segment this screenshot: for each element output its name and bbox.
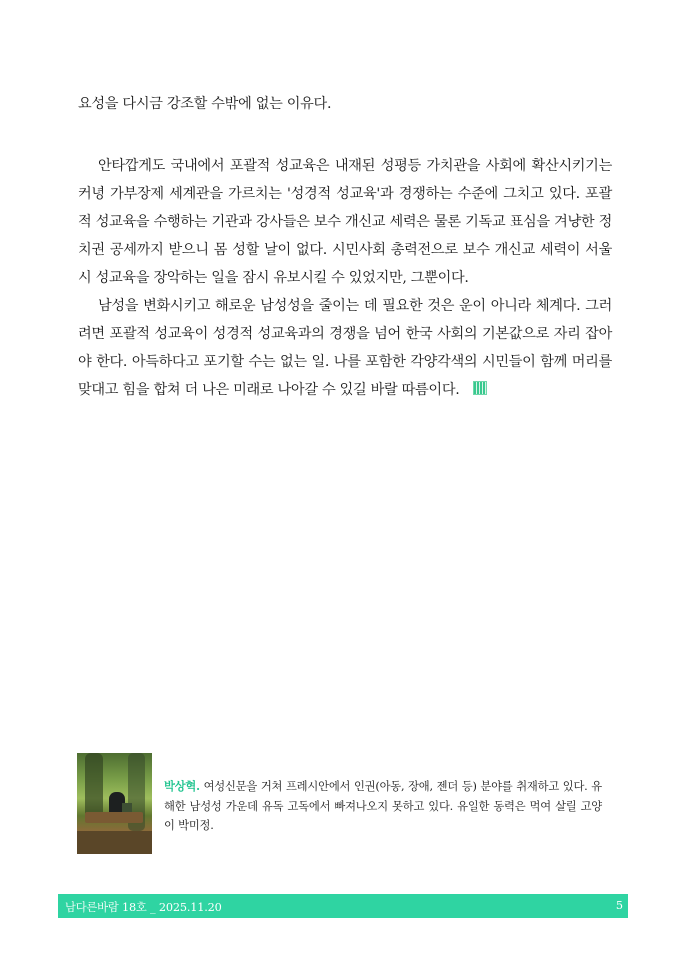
photo-tree (85, 753, 103, 819)
author-photo (77, 753, 152, 854)
article-paragraph-2 (78, 292, 612, 404)
end-of-article-icon (473, 381, 487, 395)
author-bio-text: 여성신문을 거쳐 프레시안에서 인권(아동, 장애, 젠더 등) 분야를 취재하고 있다. 유해한 남성성 가운데 유독 고독에서 빠져나오지 못하고 있다. 유일한 동력은 먹여 살릴 고양이 박미정. (164, 780, 602, 832)
author-bio (164, 777, 602, 836)
article-top-line: 요성을 다시금 강조할 수밖에 없는 이유다. (78, 96, 332, 112)
article-paragraph-1: 안타깝게도 국내에서 포괄적 성교육은 내재된 성평등 가치관을 사회에 확산시키기는커녕 가부장제 세계관을 가르치는 '성경적 성교육'과 경쟁하는 수준에 그치고 있다. 포괄적 성교육을 수행하는 기관과 강사들은 보수 개신교 세력은 물론 기독교 표심을 겨냥한 정치권 공세까지 받으니 몸 성할 날이 없다. 시민사회 총력전으로 보수 개신교 세력이 서울시 성교육을 장악하는 일을 잠시 유보시킬 수 있었지만, 그뿐이다. (78, 158, 612, 286)
photo-ground (77, 831, 152, 854)
page-number: 5 (615, 899, 623, 912)
page-footer (58, 894, 628, 918)
photo-bench (85, 812, 143, 823)
author-name: 박상혁. (164, 779, 200, 793)
publication-info: 남다른바람 18호 _ 2025.11.20 (65, 901, 222, 914)
article-paragraph-2-text: 남성을 변화시키고 해로운 남성성을 줄이는 데 필요한 것은 운이 아니라 체계다. 그러려면 포괄적 성교육이 성경적 성교육과의 경쟁을 넘어 한국 사회의 기본값으로 자리 잡아야 한다. 아득하다고 포기할 수는 없는 일. 나를 포함한 각양각색의 시민들이 함께 머리를 맞대고 힘을 합쳐 더 나은 미래로 나아갈 수 있길 바랄 따름이다. (78, 298, 612, 398)
